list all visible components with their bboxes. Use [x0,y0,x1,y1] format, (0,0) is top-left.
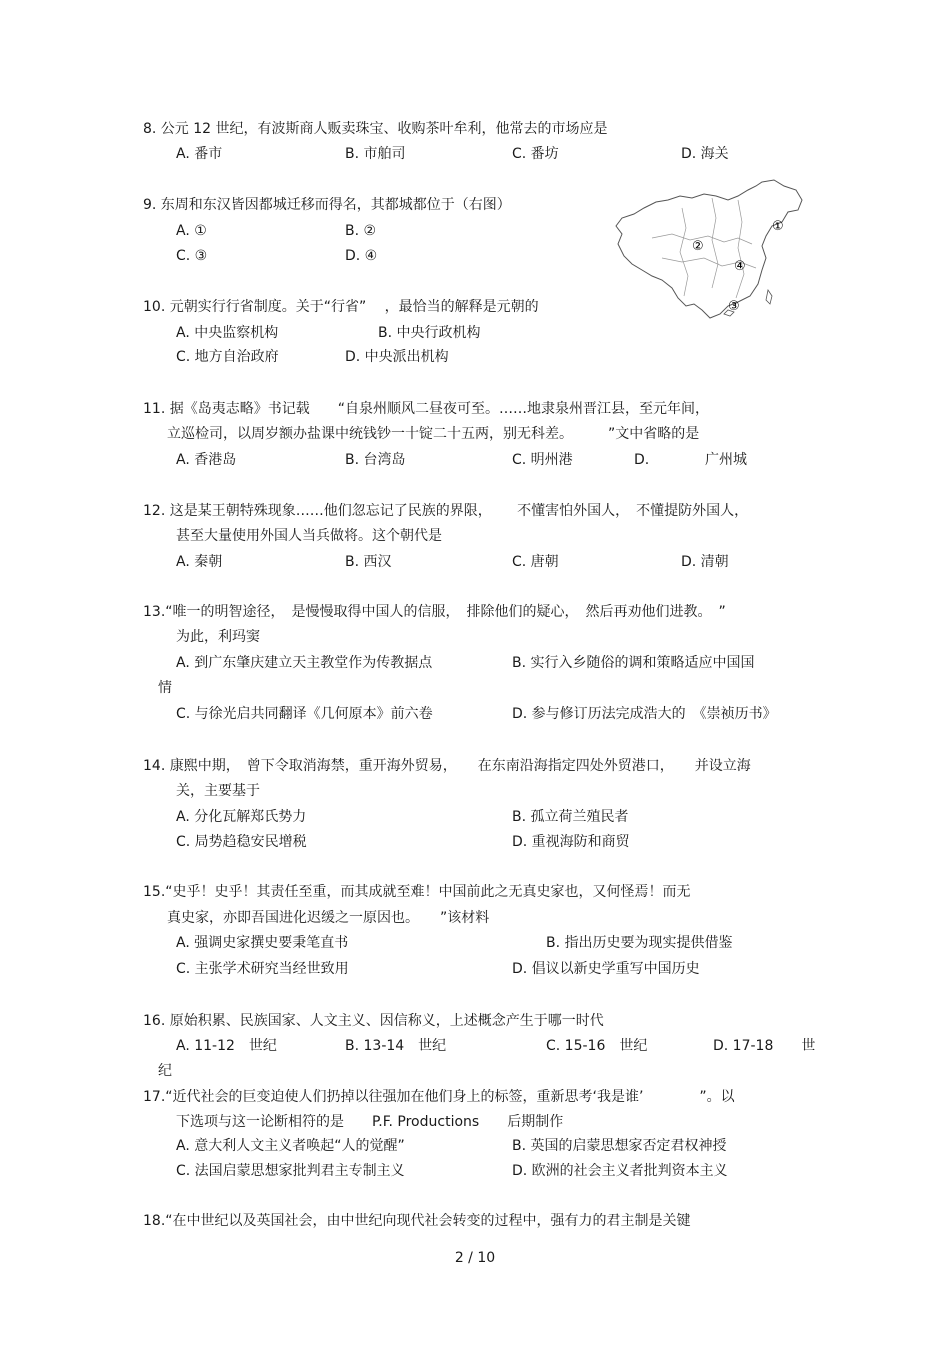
q11-stem-line1: 11. 据《岛夷志略》书记载 “自泉州顺风二昼夜可至。……地隶泉州晋江县，至元年间， [143,401,709,417]
q8-option-d: D. 海关 [681,146,729,162]
q11-option-d-text: 广州城 [705,452,747,468]
q13-option-b: B. 实行入乡随俗的调和策略适应中国国 [512,655,755,671]
q17-stem-line1: 17.“近代社会的巨变迫使人们扔掉以往强加在他们身上的标签，重新思考‘我是谁’ ”。以 [143,1089,735,1105]
q9-option-c: C. ③ [176,248,208,264]
q14-option-c: C. 局势趋稳安民增税 [176,834,307,850]
q12-stem-line1: 12. 这是某王朝特殊现象……他们忽忘记了民族的界限， 不懂害怕外国人， 不懂提防外国人， [143,503,749,519]
q9-option-b: B. ② [345,223,377,239]
q13-stem-line2: 为此，利玛窦 [176,629,260,645]
q15-stem-line2: 真史家，亦即吾国进化迟缓之一原因也。 ”该材料 [167,910,490,926]
q17-option-c: C. 法国启蒙思想家批判君主专制主义 [176,1163,405,1179]
q10-stem: 10. 元朝实行行省制度。关于“行省” ，最恰当的解释是元朝的 [143,299,539,315]
q13-option-a: A. 到广东肇庆建立天主教堂作为传教据点 [176,655,433,671]
q10-option-a: A. 中央监察机构 [176,325,279,341]
q11-option-b: B. 台湾岛 [345,452,406,468]
q10-option-d: D. 中央派出机构 [345,349,449,365]
q16-option-c: C. 15-16 世纪 [546,1038,648,1054]
q11-stem-line2: 立巡检司，以周岁额办盐课中统钱钞一十锭二十五两，别无科差。 ”文中省略的是 [167,426,700,442]
q11-option-a: A. 香港岛 [176,452,237,468]
q8-option-c: C. 番坊 [512,146,559,162]
q12-option-b: B. 西汉 [345,554,392,570]
q13-option-c: C. 与徐光启共同翻译《几何原本》前六卷 [176,706,433,722]
map-marker-4: ④ [734,259,746,274]
map-marker-1: ① [772,219,784,234]
q17-option-b: B. 英国的启蒙思想家否定君权神授 [512,1138,727,1154]
map-marker-3: ③ [728,299,740,314]
q10-option-b: B. 中央行政机构 [378,325,481,341]
q15-option-c: C. 主张学术研究当经世致用 [176,961,349,977]
q9-option-a: A. ① [176,223,207,239]
q15-stem-line1: 15.“史乎！史乎！其责任至重，而其成就至难！中国前此之无真史家也，又何怪焉！而无 [143,884,691,900]
q8-option-b: B. 市舶司 [345,146,406,162]
q14-stem-line1: 14. 康熙中期， 曾下令取消海禁，重开海外贸易， 在东南沿海指定四处外贸港口， 并设立海 [143,758,751,774]
q15-option-a: A. 强调史家撰史要秉笔直书 [176,935,349,951]
q11-option-d: D. [634,452,650,468]
q14-option-b: B. 孤立荷兰殖民者 [512,809,629,825]
map-marker-2: ② [692,239,704,254]
china-map [612,178,806,320]
q13-option-b-cont: 情 [158,680,172,696]
q16-option-d-cont: 纪 [158,1063,172,1079]
q17-option-d: D. 欧洲的社会主义者批判资本主义 [512,1163,728,1179]
q13-option-d: D. 参与修订历法完成浩大的 《崇祯历书》 [512,706,777,722]
q16-stem: 16. 原始积累、民族国家、人文主义、因信称义，上述概念产生于哪一时代 [143,1013,604,1029]
q17-stem-line2: 下选项与这一论断相符的是 P.F. Productions 后期制作 [176,1114,564,1130]
q14-stem-line2: 关，主要基于 [176,783,260,799]
q9-stem: 9. 东周和东汉皆因都城迁移而得名，其都城都位于（右图） [143,197,511,213]
q8-stem: 8. 公元 12 世纪，有波斯商人贩卖珠宝、收购茶叶牟利，他常去的市场应是 [143,121,608,137]
page-number: 2 / 10 [454,1250,496,1266]
q13-stem-line1: 13.“唯一的明智途径， 是慢慢取得中国人的信服， 排除他们的疑心， 然后再劝他们进教。 ” [143,604,726,620]
q16-option-b: B. 13-14 世纪 [345,1038,447,1054]
q17-option-a: A. 意大利人文主义者唤起“人的觉醒” [176,1138,405,1154]
q10-option-c: C. 地方自治政府 [176,349,279,365]
q18-stem: 18.“在中世纪以及英国社会，由中世纪向现代社会转变的过程中，强有力的君主制是关键 [143,1213,691,1229]
q12-stem-line2: 甚至大量使用外国人当兵做将。这个朝代是 [176,528,442,544]
q15-option-b: B. 指出历史要为现实提供借鉴 [546,935,733,951]
q11-option-c: C. 明州港 [512,452,573,468]
q8-option-a: A. 番市 [176,146,223,162]
q15-option-d: D. 倡议以新史学重写中国历史 [512,961,700,977]
q12-option-d: D. 清朝 [681,554,729,570]
q14-option-d: D. 重视海防和商贸 [512,834,630,850]
q14-option-a: A. 分化瓦解郑氏势力 [176,809,307,825]
q12-option-a: A. 秦朝 [176,554,223,570]
q9-option-d: D. ④ [345,248,378,264]
q16-option-a: A. 11-12 世纪 [176,1038,277,1054]
q12-option-c: C. 唐朝 [512,554,559,570]
q16-option-d: D. 17-18 世 [713,1038,816,1054]
